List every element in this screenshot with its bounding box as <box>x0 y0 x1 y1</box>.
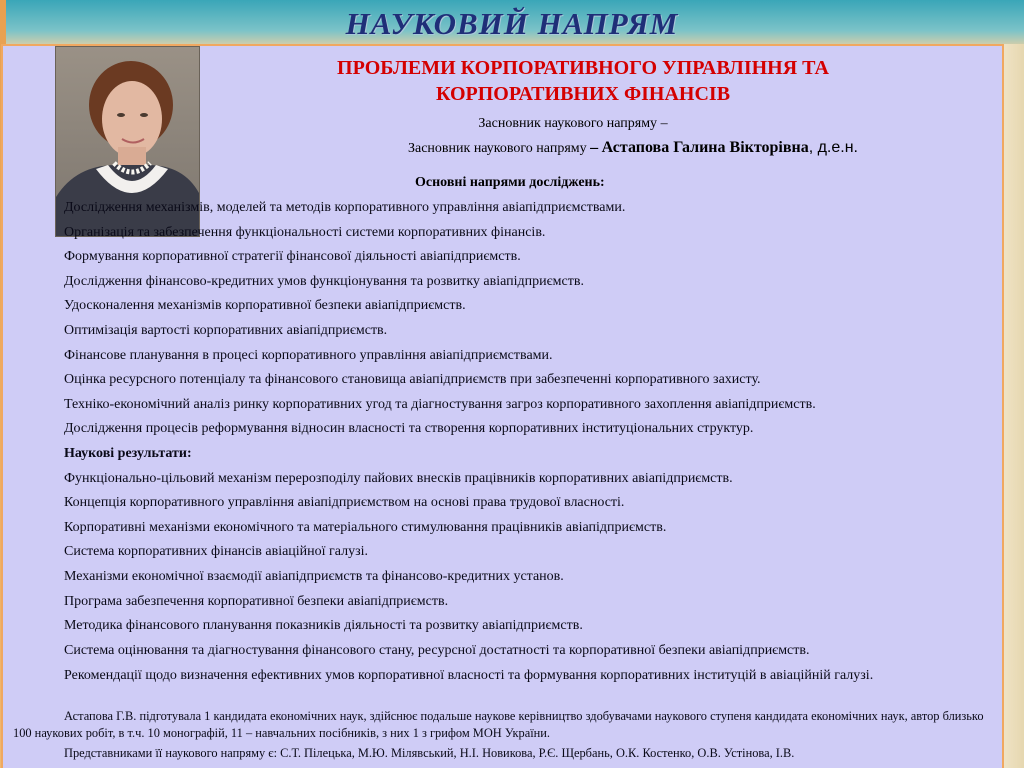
results-heading: Наукові результати: <box>64 445 192 461</box>
founder-dash-2: – <box>590 139 599 156</box>
result-item: Програма забезпечення корпоративної безпеки авіапідприємств. <box>64 593 449 609</box>
research-item: Фінансове планування в процесі корпоративного управління авіапідприємствами. <box>64 347 553 363</box>
founder-label-1: Засновник наукового напряму <box>478 116 658 131</box>
research-item: Дослідження фінансово-кредитних умов функціонування та розвитку авіапідприємств. <box>64 273 584 289</box>
result-item-last: Рекомендації щодо визначення ефективних умов корпоративної власності та формування корпоративних інституцій в авіаційній галузі. <box>64 668 874 683</box>
research-item: Організація та забезпечення функціональності системи корпоративних фінансів. <box>64 224 546 240</box>
main-list <box>64 199 1004 666</box>
founder-degree: , д.е.н. <box>808 139 858 156</box>
founder-line-2 <box>303 139 963 157</box>
founder-name: Астапова Галина Вікторівна <box>601 139 809 156</box>
founder-label-2: Засновник наукового напряму <box>407 141 587 156</box>
right-decor-edge <box>1004 44 1024 768</box>
result-item: Функціонально-цільовий механізм перерозподілу пайових внесків працівників корпоративних авіапідприємств. <box>64 470 733 486</box>
research-item: Оцінка ресурсного потенціалу та фінансового становища авіапідприємств при забезпеченні корпоративного захисту. <box>64 372 761 388</box>
slide-heading: НАУКОВИЙ НАПРЯМ <box>345 6 679 41</box>
founder-line-1 <box>423 116 723 132</box>
result-item: Концепція корпоративного управління авіапідприємством на основі права трудової власності. <box>64 495 625 511</box>
result-item: Система корпоративних фінансів авіаційної галузі. <box>64 544 369 560</box>
research-item: Формування корпоративної стратегії фінансової діяльності авіапідприємств. <box>64 249 521 265</box>
research-heading: Основні напрями досліджень: <box>415 175 605 190</box>
representatives-note: Представниками її наукового напряму є: С.Т. Пілецька, М.Ю. Мілявський, Н.І. Новикова, Р.Є. Щербань, О.К. Костенко, О.В. Устінова, І.В. <box>64 746 795 760</box>
result-item: Механізми економічної взаємодії авіапідприємств та фінансово-кредитних установ. <box>64 568 564 584</box>
result-item: Методика фінансового планування показників діяльності та розвитку авіапідприємств. <box>64 618 583 634</box>
research-item: Дослідження механізмів, моделей та методів корпоративного управління авіапідприємствами. <box>64 200 626 215</box>
founder-dash-1: – <box>660 116 668 131</box>
result-item: Корпоративні механізми економічного та матеріального стимулювання працівників авіапідприємств. <box>64 519 667 535</box>
direction-title: ПРОБЛЕМИ КОРПОРАТИВНОГО УПРАВЛІННЯ ТА КОРПОРАТИВНИХ ФІНАНСІВ <box>337 57 829 105</box>
research-item: Оптимізація вартості корпоративних авіапідприємств. <box>64 322 388 338</box>
content-panel <box>1 44 1004 768</box>
research-item: Удосконалення механізмів корпоративної безпеки авіапідприємств. <box>64 298 466 314</box>
supervision-note: Астапова Г.В. підготувала 1 кандидата економічних наук, здійснює подальше наукове керівництво здобувачами наукового ступеня кандидата економічних наук, автор близько 100 наукових робіт, в т.ч. 10 монографій, 11 – навчальних посібників, з них 1 з грифом МОН України. <box>13 709 984 740</box>
research-item: Техніко-економічний аналіз ринку корпоративних угод та діагностування загроз корпоративного захоплення авіапідприємств. <box>64 396 816 412</box>
research-item: Дослідження процесів реформування відносин власності та створення корпоративних інституціональних структур. <box>64 421 754 437</box>
result-item: Система оцінювання та діагностування фінансового стану, ресурсної достатності та корпоративної безпеки авіапідприємств. <box>64 642 810 658</box>
